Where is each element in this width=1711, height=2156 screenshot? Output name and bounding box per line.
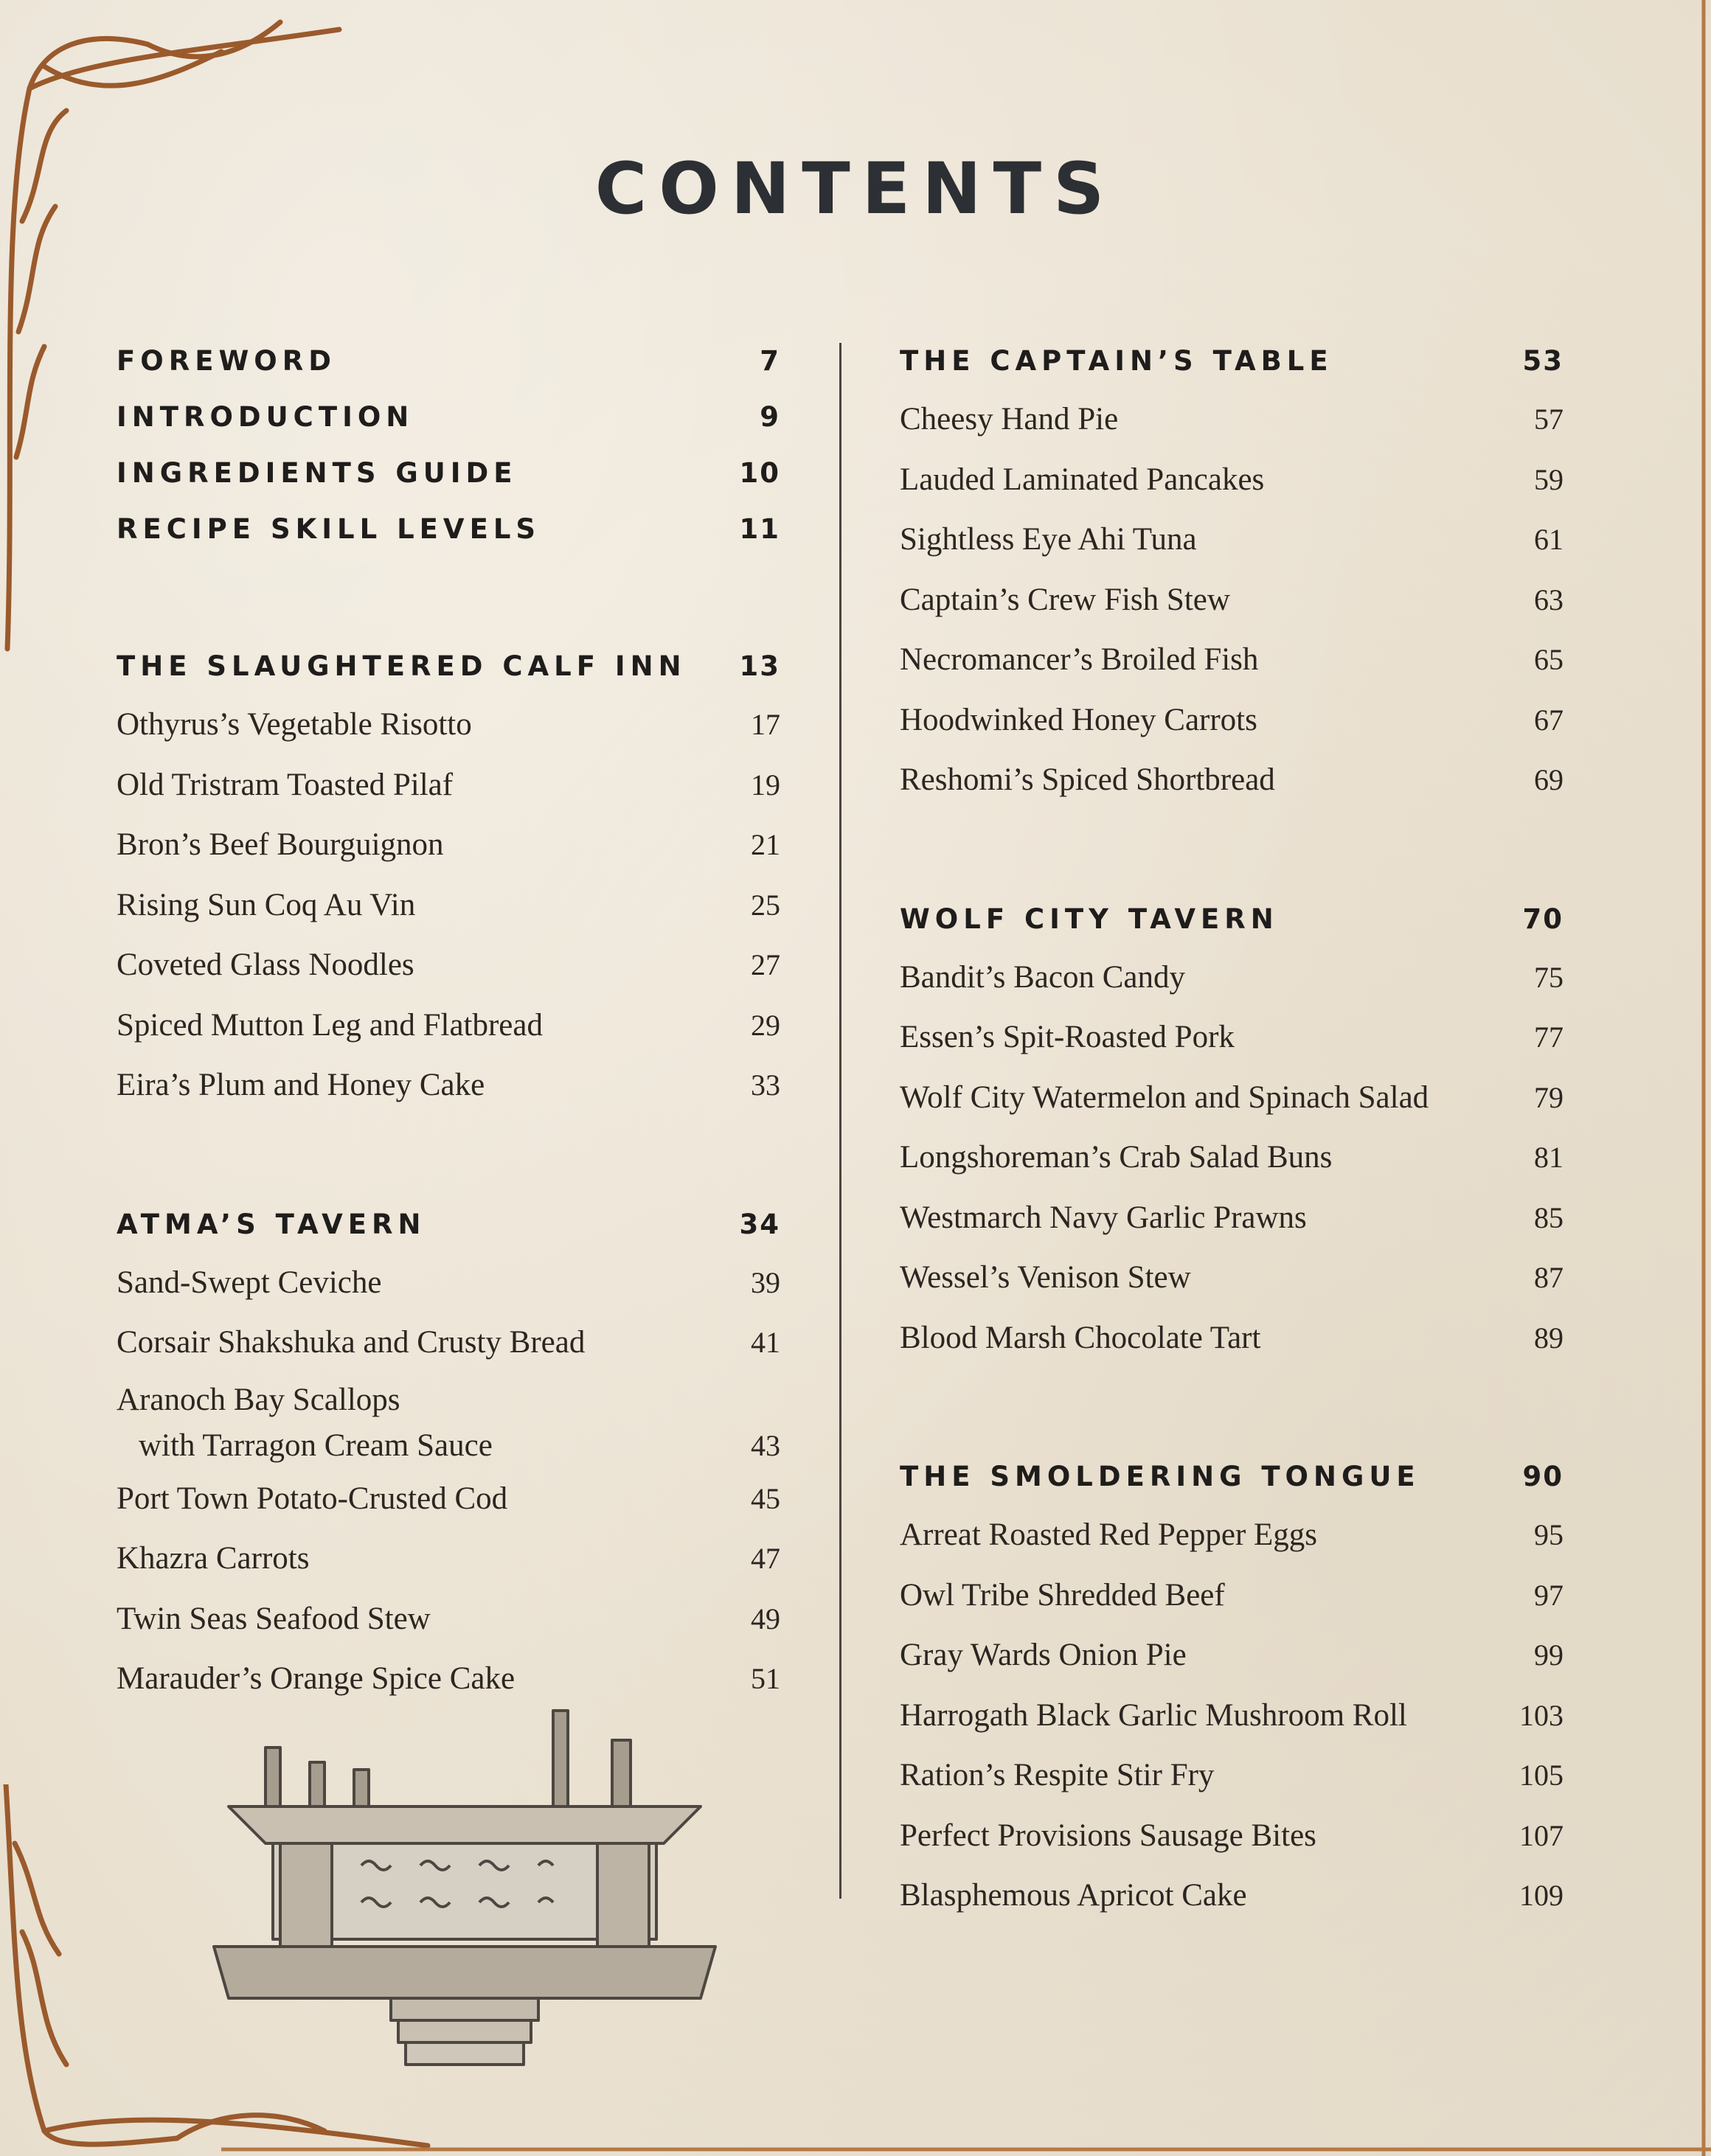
recipe-name: Essen’s Spit-Roasted Pork xyxy=(900,1020,1235,1054)
recipe-entry[interactable] xyxy=(117,815,780,875)
recipe-page: 25 xyxy=(751,888,780,922)
recipe-entry[interactable] xyxy=(117,995,780,1056)
toc-entry-ingredients-guide[interactable] xyxy=(117,445,780,501)
page-title: CONTENTS xyxy=(594,147,1117,230)
recipe-page: 109 xyxy=(1519,1879,1564,1912)
recipe-page: 65 xyxy=(1534,643,1564,676)
recipe-name: Sightless Eye Ahi Tuna xyxy=(900,522,1197,557)
right-column xyxy=(900,333,1564,1926)
recipe-name: Rising Sun Coq Au Vin xyxy=(117,887,416,922)
recipe-entry[interactable] xyxy=(117,1649,780,1709)
recipe-name: Eira’s Plum and Honey Cake xyxy=(117,1068,485,1102)
recipe-page: 77 xyxy=(1534,1020,1564,1054)
recipe-page: 49 xyxy=(751,1602,780,1635)
recipe-entry[interactable] xyxy=(117,1529,780,1589)
recipe-entry[interactable] xyxy=(900,450,1564,510)
recipe-page: 103 xyxy=(1519,1698,1564,1732)
entry-label: FOREWORD xyxy=(117,345,336,377)
recipe-page: 97 xyxy=(1534,1578,1564,1612)
recipe-page: 33 xyxy=(751,1068,780,1102)
recipe-name: Port Town Potato-Crusted Cod xyxy=(117,1481,508,1516)
recipe-entry[interactable] xyxy=(900,1308,1564,1369)
recipe-name: Perfect Provisions Sausage Bites xyxy=(900,1818,1316,1853)
section-page: 13 xyxy=(739,650,780,682)
recipe-entry[interactable] xyxy=(900,1188,1564,1248)
recipe-page: 45 xyxy=(751,1481,780,1515)
recipe-name: Longshoreman’s Crab Salad Buns xyxy=(900,1140,1333,1175)
recipe-name: Westmarch Navy Garlic Prawns xyxy=(900,1200,1307,1235)
recipe-page: 39 xyxy=(751,1265,780,1299)
entry-page: 7 xyxy=(760,345,780,377)
recipe-entry[interactable] xyxy=(900,630,1564,690)
recipe-page: 47 xyxy=(751,1542,780,1575)
recipe-name: Necromancer’s Broiled Fish xyxy=(900,642,1259,677)
recipe-name: Lauded Laminated Pancakes xyxy=(900,462,1265,497)
recipe-entry[interactable] xyxy=(117,1253,780,1313)
recipe-entry[interactable] xyxy=(900,1565,1564,1626)
recipe-name xyxy=(117,1377,493,1469)
recipe-page: 67 xyxy=(1534,703,1564,737)
recipe-entry[interactable] xyxy=(117,1055,780,1116)
section-title: ATMA’S TAVERN xyxy=(117,1208,426,1240)
recipe-page: 87 xyxy=(1534,1261,1564,1294)
recipe-page: 85 xyxy=(1534,1200,1564,1234)
section-smoldering-tongue xyxy=(900,1449,1564,1926)
section-page: 90 xyxy=(1522,1461,1564,1492)
recipe-name: Blasphemous Apricot Cake xyxy=(900,1878,1247,1913)
recipe-entry[interactable] xyxy=(900,1007,1564,1068)
section-title: THE CAPTAIN’S TABLE xyxy=(900,345,1333,377)
front-matter xyxy=(117,333,780,557)
recipe-entry[interactable] xyxy=(117,1589,780,1649)
recipe-page: 29 xyxy=(751,1008,780,1042)
recipe-entry[interactable] xyxy=(900,1806,1564,1866)
recipe-page: 63 xyxy=(1534,583,1564,616)
toc-entry-foreword[interactable] xyxy=(117,333,780,389)
recipe-entry[interactable] xyxy=(900,947,1564,1008)
right-border-line-icon xyxy=(1696,0,1711,2156)
recipe-name: Bron’s Beef Bourguignon xyxy=(117,827,444,862)
section-page: 70 xyxy=(1522,903,1564,935)
entry-page: 9 xyxy=(760,401,780,433)
recipe-name-line2: with Tarragon Cream Sauce xyxy=(139,1428,493,1463)
section-wolf-city-tavern xyxy=(900,891,1564,1369)
recipe-name: Othyrus’s Vegetable Risotto xyxy=(117,707,472,742)
recipe-entry[interactable] xyxy=(117,1373,780,1469)
recipe-name: Blood Marsh Chocolate Tart xyxy=(900,1320,1261,1355)
recipe-name: Captain’s Crew Fish Stew xyxy=(900,582,1230,617)
recipe-entry[interactable] xyxy=(900,570,1564,630)
recipe-entry[interactable] xyxy=(900,1505,1564,1565)
recipe-name: Cheesy Hand Pie xyxy=(900,402,1119,437)
recipe-entry[interactable] xyxy=(900,1686,1564,1746)
section-heading[interactable] xyxy=(117,639,780,695)
recipe-page: 107 xyxy=(1519,1818,1564,1852)
entry-label: INGREDIENTS GUIDE xyxy=(117,457,518,489)
recipe-page: 21 xyxy=(751,828,780,861)
left-column xyxy=(117,333,780,1709)
recipe-page: 27 xyxy=(751,948,780,981)
entry-page: 11 xyxy=(739,513,780,545)
section-atmas-tavern xyxy=(117,1197,780,1709)
recipe-name: Gray Wards Onion Pie xyxy=(900,1638,1187,1672)
recipe-entry[interactable] xyxy=(900,1865,1564,1926)
recipe-entry[interactable] xyxy=(900,389,1564,450)
recipe-page: 75 xyxy=(1534,960,1564,994)
recipe-entry[interactable] xyxy=(900,1745,1564,1806)
entry-label: INTRODUCTION xyxy=(117,401,414,433)
recipe-entry[interactable] xyxy=(900,750,1564,810)
recipe-page: 81 xyxy=(1534,1141,1564,1174)
recipe-name: Bandit’s Bacon Candy xyxy=(900,959,1185,995)
recipe-name: Old Tristram Toasted Pilaf xyxy=(117,767,454,802)
tavern-bar-illustration xyxy=(184,1703,745,2076)
recipe-name: Owl Tribe Shredded Beef xyxy=(900,1577,1225,1613)
recipe-name: Marauder’s Orange Spice Cake xyxy=(117,1661,516,1696)
recipe-name: Harrogath Black Garlic Mushroom Roll xyxy=(900,1697,1407,1733)
section-heading[interactable] xyxy=(900,1449,1564,1505)
recipe-entry[interactable] xyxy=(117,875,780,936)
section-heading[interactable] xyxy=(117,1197,780,1253)
recipe-entry[interactable] xyxy=(900,690,1564,751)
recipe-name: Reshomi’s Spiced Shortbread xyxy=(900,762,1275,797)
recipe-name: Coveted Glass Noodles xyxy=(117,947,414,982)
column-divider xyxy=(839,343,841,1899)
section-page: 34 xyxy=(739,1208,780,1240)
recipe-entry[interactable] xyxy=(900,1625,1564,1686)
section-heading[interactable] xyxy=(900,891,1564,947)
section-heading[interactable] xyxy=(900,333,1564,389)
toc-entry-introduction[interactable] xyxy=(117,389,780,445)
recipe-name: Twin Seas Seafood Stew xyxy=(117,1601,431,1636)
recipe-name: Wolf City Watermelon and Spinach Salad xyxy=(900,1079,1429,1115)
recipe-page: 105 xyxy=(1519,1759,1564,1792)
recipe-entry[interactable] xyxy=(117,1312,780,1373)
recipe-page: 57 xyxy=(1534,403,1564,436)
recipe-page: 69 xyxy=(1534,763,1564,796)
recipe-page: 99 xyxy=(1534,1638,1564,1672)
recipe-entry[interactable] xyxy=(900,510,1564,570)
recipe-name: Hoodwinked Honey Carrots xyxy=(900,702,1257,737)
recipe-entry[interactable] xyxy=(117,695,780,755)
recipe-page: 41 xyxy=(751,1326,780,1359)
section-captains-table xyxy=(900,333,1564,810)
recipe-name: Khazra Carrots xyxy=(117,1541,310,1576)
bottom-border-line-icon xyxy=(0,2142,1711,2156)
toc-entry-recipe-skill-levels[interactable] xyxy=(117,501,780,557)
recipe-entry[interactable] xyxy=(900,1127,1564,1188)
recipe-name: Ration’s Respite Stir Fry xyxy=(900,1758,1215,1792)
recipe-name: Wessel’s Venison Stew xyxy=(900,1260,1191,1295)
recipe-page: 19 xyxy=(751,768,780,801)
recipe-page: 51 xyxy=(751,1662,780,1695)
recipe-entry[interactable] xyxy=(117,1469,780,1529)
recipe-name: Corsair Shakshuka and Crusty Bread xyxy=(117,1325,586,1360)
recipe-entry[interactable] xyxy=(900,1248,1564,1308)
section-slaughtered-calf-inn xyxy=(117,639,780,1116)
recipe-name: Arreat Roasted Red Pepper Eggs xyxy=(900,1517,1318,1552)
entry-label: RECIPE SKILL LEVELS xyxy=(117,513,541,545)
entry-page: 10 xyxy=(739,457,780,489)
recipe-entry[interactable] xyxy=(117,755,780,816)
recipe-name: Spiced Mutton Leg and Flatbread xyxy=(117,1007,543,1043)
recipe-page: 95 xyxy=(1534,1518,1564,1551)
recipe-page: 59 xyxy=(1534,462,1564,496)
section-title: WOLF CITY TAVERN xyxy=(900,903,1279,935)
recipe-page: 61 xyxy=(1534,523,1564,556)
recipe-entry[interactable] xyxy=(900,1068,1564,1128)
recipe-page: 79 xyxy=(1534,1080,1564,1114)
recipe-page: 89 xyxy=(1534,1321,1564,1355)
recipe-entry[interactable] xyxy=(117,935,780,995)
recipe-page: 17 xyxy=(751,708,780,741)
recipe-name-line1: Aranoch Bay Scallops xyxy=(117,1382,400,1417)
section-page: 53 xyxy=(1522,345,1564,377)
recipe-name: Sand-Swept Ceviche xyxy=(117,1265,382,1300)
recipe-page: 43 xyxy=(751,1428,780,1462)
section-title: THE SMOLDERING TONGUE xyxy=(900,1461,1420,1492)
section-title: THE SLAUGHTERED CALF INN xyxy=(117,650,687,682)
